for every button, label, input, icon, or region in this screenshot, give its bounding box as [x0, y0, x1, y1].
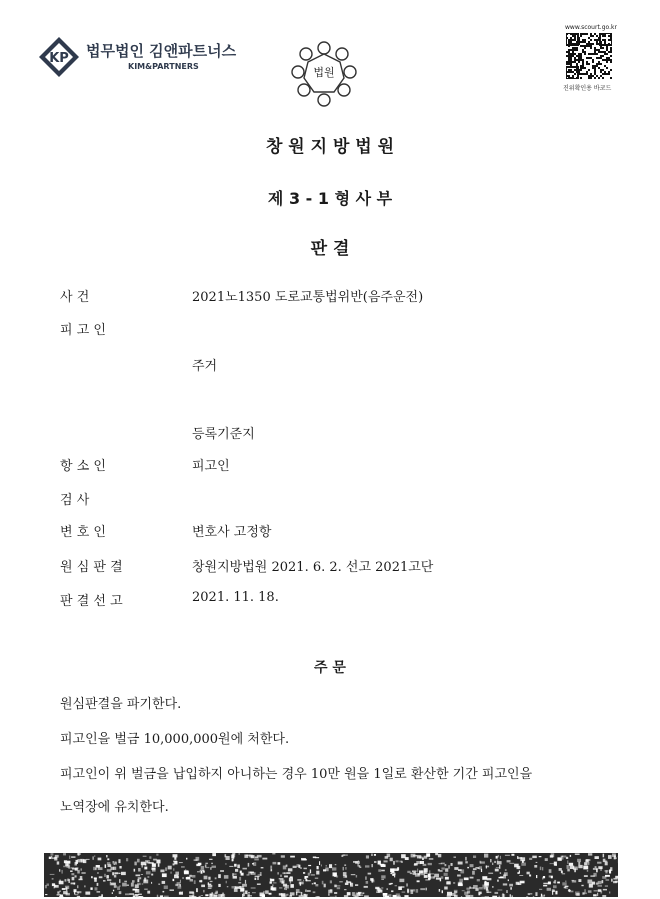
verdict-line: 피고인이 위 벌금을 납입하지 아니하는 경우 10만 원을 1일로 환산한 기간 피고인을 [60, 767, 533, 782]
qr-code-icon [566, 33, 612, 79]
field-label-appellant: 항 소 인 [60, 459, 106, 474]
verdict-line: 피고인을 벌금 10,000,000원에 처한다. [60, 732, 290, 747]
firm-logo-icon [38, 36, 80, 78]
field-value-appellant: 피고인 [192, 459, 230, 474]
verdict-line: 원심판결을 파기한다. [60, 697, 182, 712]
seal-label: 법원 [313, 66, 335, 79]
field-label-case: 사 건 [60, 290, 90, 305]
field-label-counsel: 변 호 인 [60, 525, 106, 540]
field-value-case: 2021노1350 도로교통법위반(음주운전) [192, 290, 424, 305]
court-division: 제 3 - 1 형 사 부 [267, 189, 393, 208]
document-type: 판 결 [310, 239, 350, 259]
verdict-line: 노역장에 유치한다. [60, 800, 169, 815]
field-value-registration: 등록기준지 [192, 427, 255, 442]
firm-name-english: KIM&PARTNERS [128, 62, 199, 71]
redacted-footer [44, 853, 618, 897]
court-name: 창 원 지 방 법 원 [265, 137, 395, 157]
field-value-original-judgment: 창원지방법원 2021. 6. 2. 선고 2021고단 [192, 560, 434, 575]
field-label-defendant: 피 고 인 [60, 323, 106, 338]
field-label-original-judgment: 원 심 판 결 [60, 560, 123, 575]
firm-name: 법무법인 김앤파트너스 [86, 42, 237, 60]
field-label-judgment-date: 판 결 선 고 [60, 594, 123, 609]
verdict-heading: 주 문 [314, 660, 346, 676]
field-value-counsel: 변호사 고정항 [192, 525, 272, 540]
svg-text:KP: KP [49, 51, 69, 66]
field-label-prosecutor: 검 사 [60, 493, 90, 508]
qr-url: www.scourt.go.kr [565, 24, 617, 31]
field-value-residence: 주거 [192, 359, 218, 374]
field-value-judgment-date: 2021. 11. 18. [192, 590, 279, 605]
qr-caption: 진위확인용 바코드 [563, 85, 612, 92]
